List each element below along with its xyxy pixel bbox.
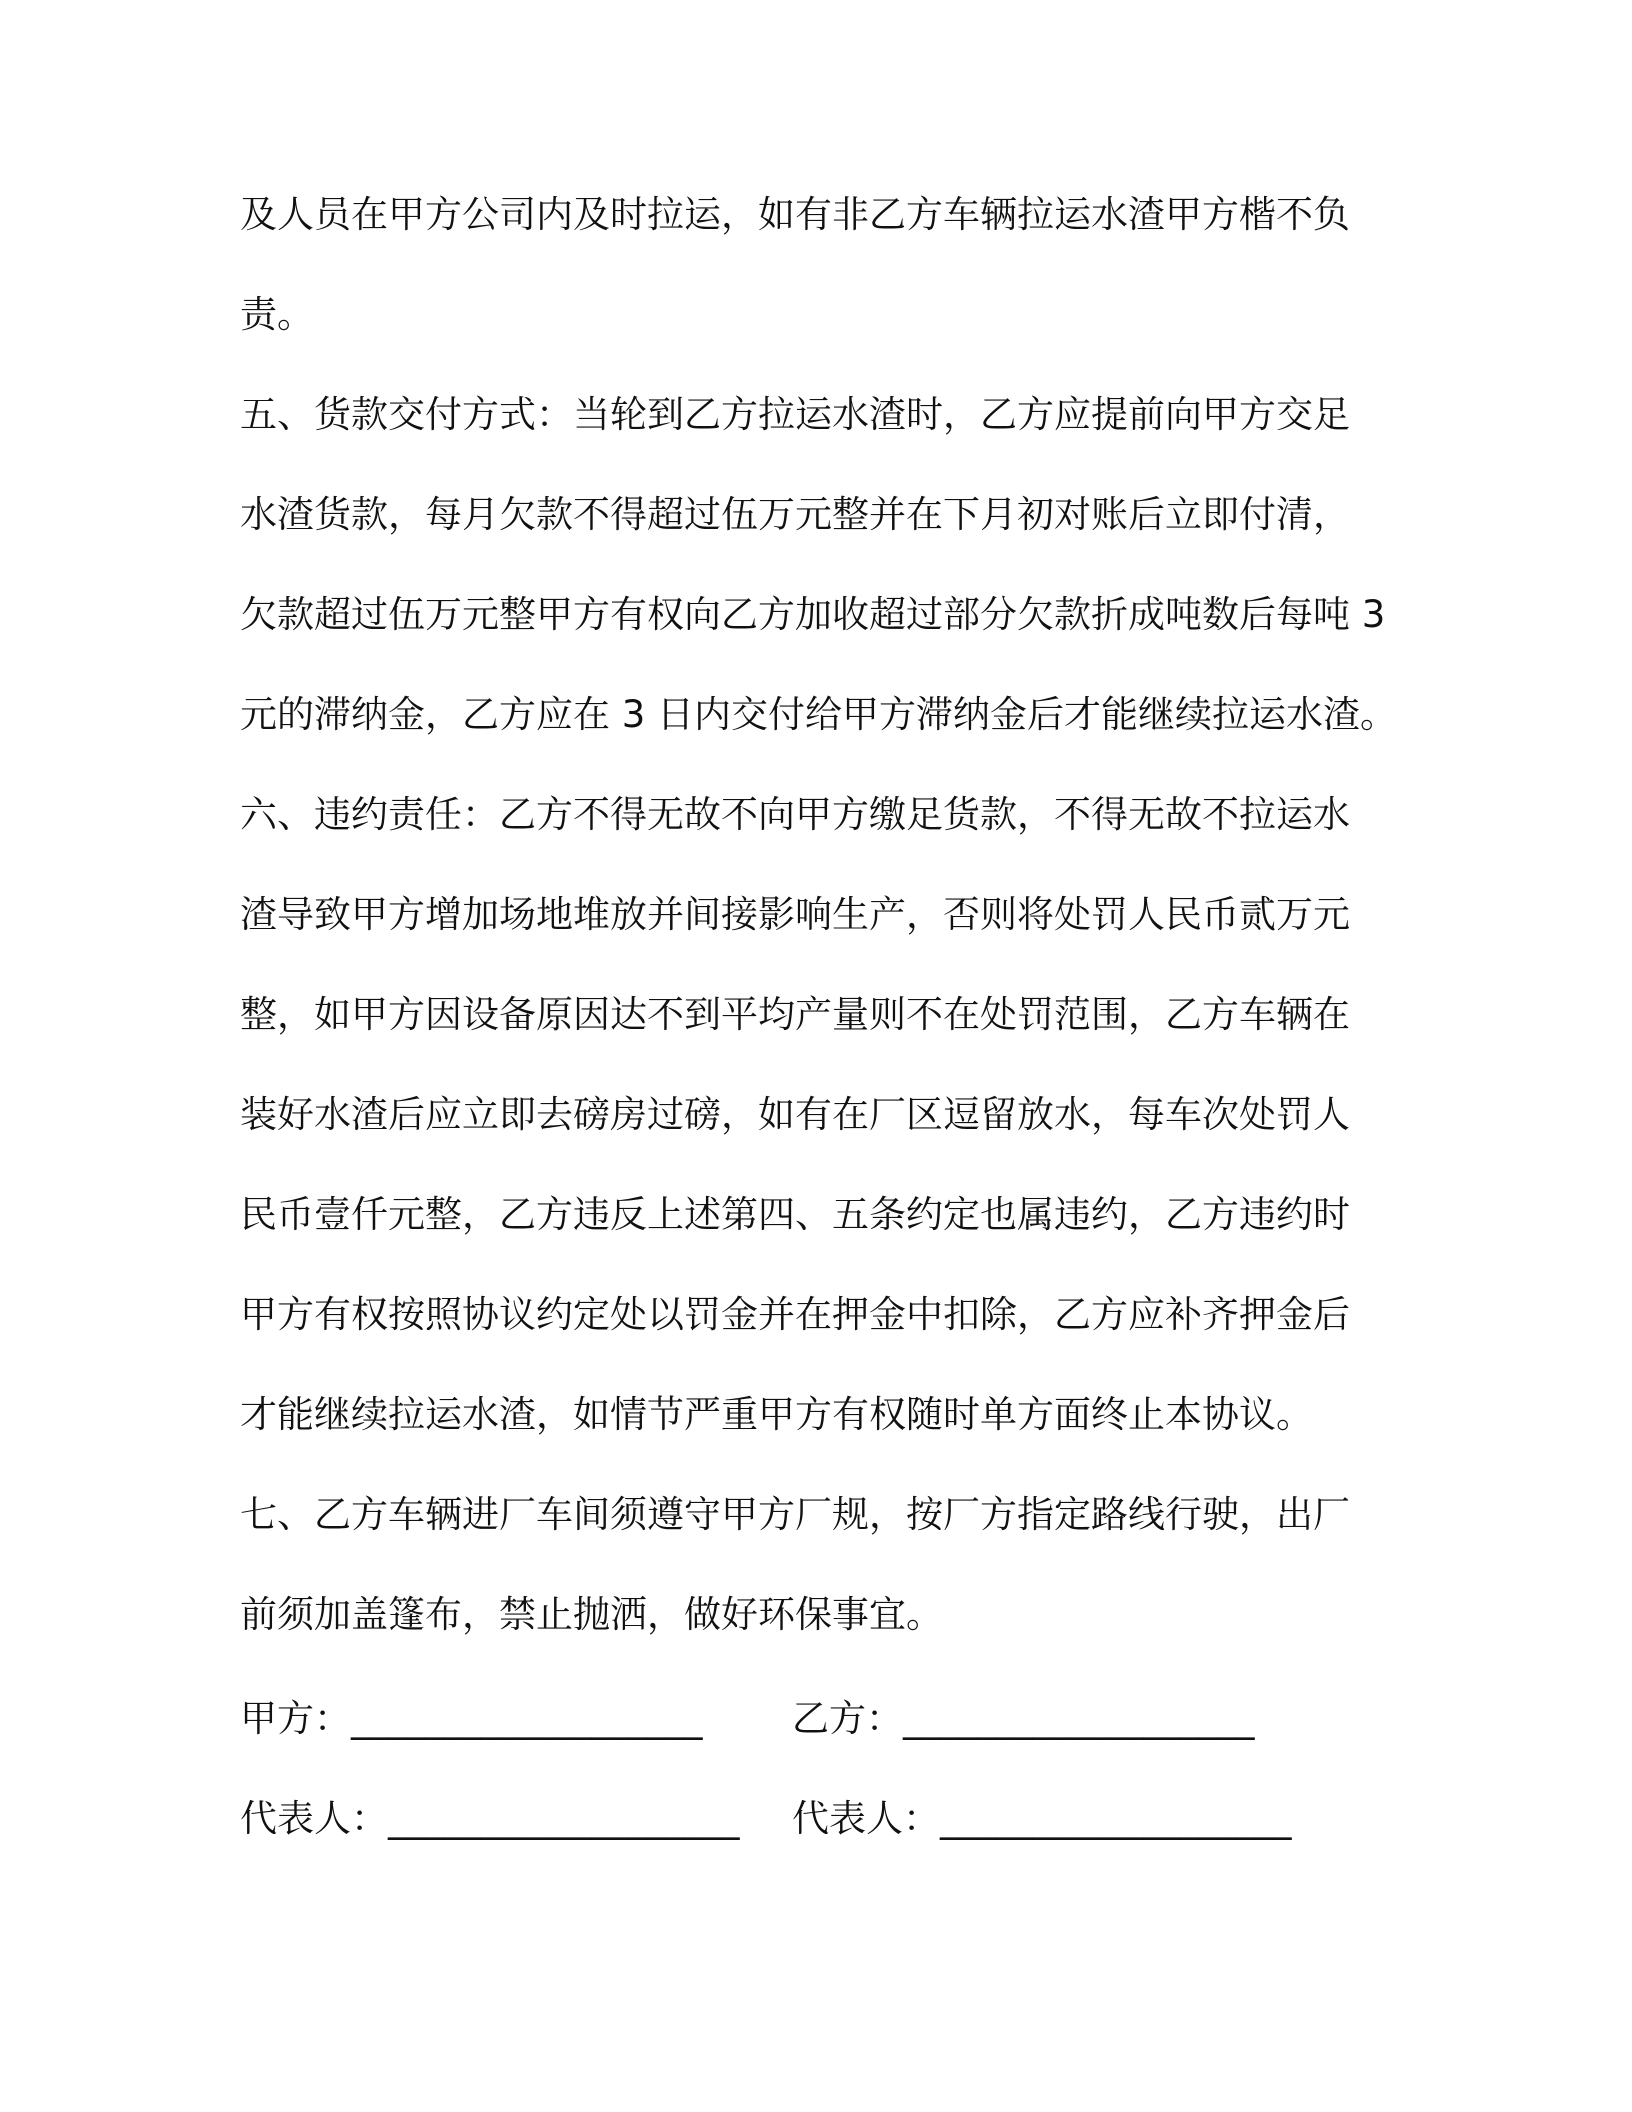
party-a-signature-line: 甲方：___________________ <box>240 1697 703 1740</box>
paragraph-line-15: 前须加盖篷布，禁止抛洒，做好环保事宜。 <box>240 1593 943 1636</box>
paragraph-line-8: 渣导致甲方增加场地堆放并间接影响生产，否则将处罚人民币贰万元 <box>240 893 1350 936</box>
paragraph-line-6: 元的滞纳金，乙方应在 3 日内交付给甲方滞纳金后才能继续拉运水渣。 <box>240 693 1398 736</box>
paragraph-line-5: 欠款超过伍万元整甲方有权向乙方加收超过部分欠款折成吨数后每吨 3 <box>240 593 1386 636</box>
paragraph-line-7: 六、违约责任：乙方不得无故不向甲方缴足货款，不得无故不拉运水 <box>240 793 1350 836</box>
paragraph-line-9: 整，如甲方因设备原因达不到平均产量则不在处罚范围，乙方车辆在 <box>240 993 1350 1036</box>
paragraph-line-2: 责。 <box>240 293 314 336</box>
party-b-representative-line: 代表人：___________________ <box>792 1797 1292 1840</box>
paragraph-line-12: 甲方有权按照协议约定处以罚金并在押金中扣除，乙方应补齐押金后 <box>240 1293 1350 1336</box>
paragraph-line-13: 才能继续拉运水渣，如情节严重甲方有权随时单方面终止本协议。 <box>240 1393 1313 1436</box>
paragraph-line-3: 五、货款交付方式：当轮到乙方拉运水渣时，乙方应提前向甲方交足 <box>240 393 1350 436</box>
paragraph-line-4: 水渣货款，每月欠款不得超过伍万元整并在下月初对账后立即付清， <box>240 493 1350 536</box>
paragraph-line-14: 七、乙方车辆进厂车间须遵守甲方厂规，按厂方指定路线行驶，出厂 <box>240 1493 1350 1536</box>
party-b-signature-line: 乙方：___________________ <box>792 1697 1255 1740</box>
paragraph-line-11: 民币壹仟元整，乙方违反上述第四、五条约定也属违约，乙方违约时 <box>240 1193 1350 1236</box>
paragraph-line-1: 及人员在甲方公司内及时拉运，如有非乙方车辆拉运水渣甲方楷不负 <box>240 193 1350 236</box>
party-a-representative-line: 代表人：___________________ <box>240 1797 740 1840</box>
paragraph-line-10: 装好水渣后应立即去磅房过磅，如有在厂区逗留放水，每车次处罚人 <box>240 1093 1350 1136</box>
